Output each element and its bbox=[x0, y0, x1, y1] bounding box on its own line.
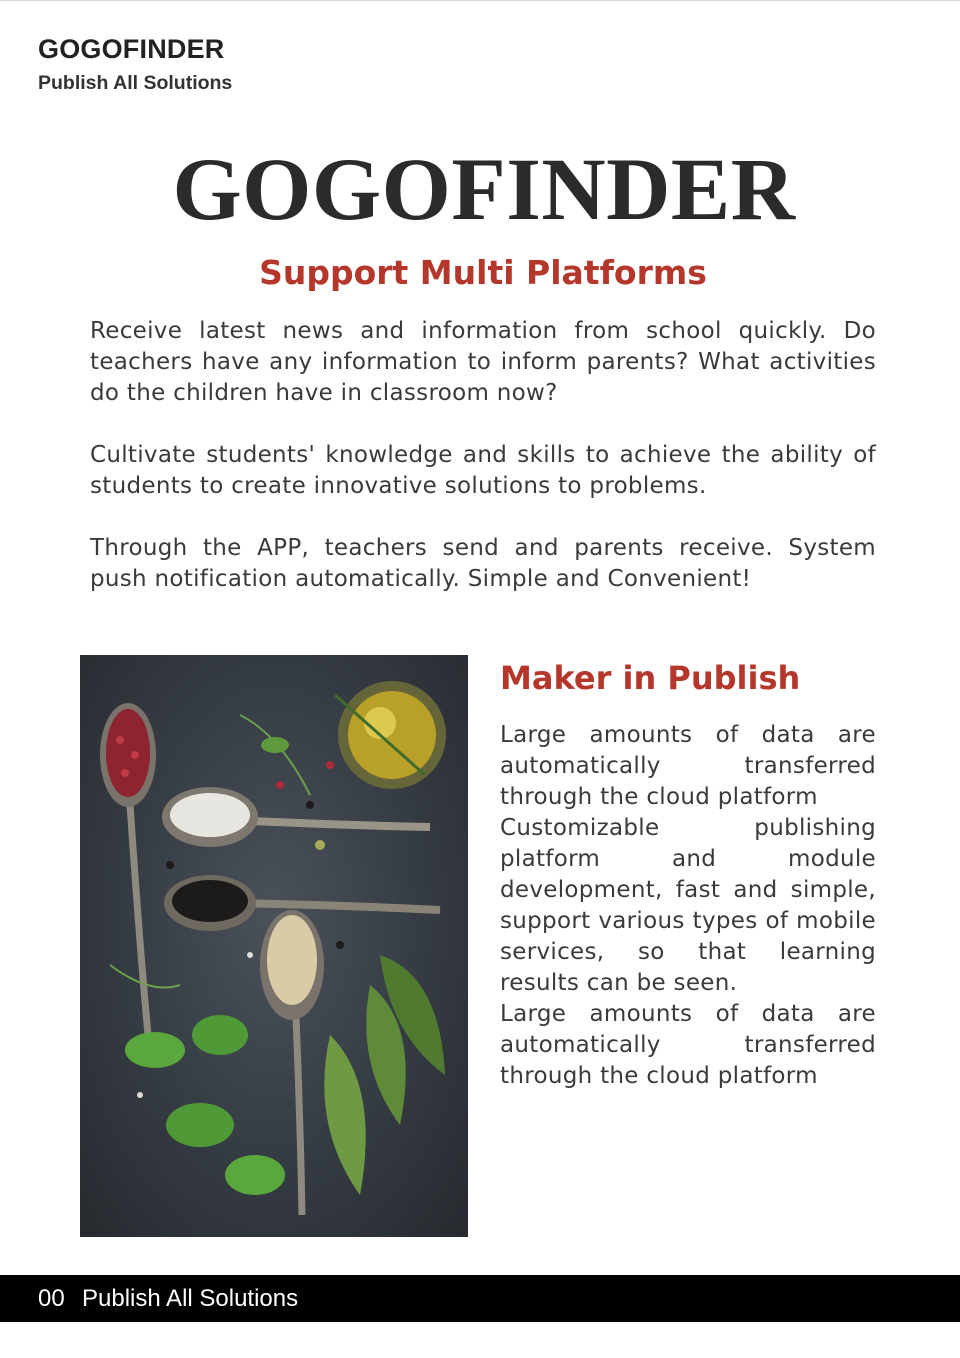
page-footer bbox=[0, 1275, 960, 1322]
page-number: 00 bbox=[38, 1285, 65, 1312]
intro-paragraph: Receive latest news and information from school quickly. Do teachers have any information to inform parents? What activities do the children have in classroom now? bbox=[90, 318, 876, 406]
feature-title: Maker in Publish bbox=[500, 659, 801, 697]
feature-paragraph: Large amounts of data are automatically transferred through the cloud platform bbox=[500, 722, 876, 810]
spices-photo bbox=[80, 655, 468, 1237]
page-title: GOGOFINDER bbox=[172, 141, 796, 239]
intro-section bbox=[90, 316, 876, 626]
spices-illustration bbox=[80, 655, 468, 1237]
brand-tagline: Publish All Solutions bbox=[38, 72, 233, 94]
intro-paragraph: Through the APP, teachers send and parents receive. System push notification automatically. Simple and Convenient! bbox=[90, 535, 876, 592]
page-subtitle: Support Multi Platforms bbox=[259, 253, 707, 292]
feature-text bbox=[500, 720, 876, 1092]
intro-paragraph: Cultivate students' knowledge and skills to achieve the ability of students to create innovative solutions to problems. bbox=[90, 442, 876, 499]
feature-paragraph: Large amounts of data are automatically transferred through the cloud platform bbox=[500, 1001, 876, 1089]
feature-paragraph: Customizable publishing platform and module development, fast and simple, support various types of mobile services, so that learning results can be seen. bbox=[500, 815, 876, 996]
top-divider bbox=[0, 0, 960, 1]
brand-name: GOGOFINDER bbox=[38, 34, 225, 64]
footer-tagline: Publish All Solutions bbox=[82, 1285, 299, 1312]
